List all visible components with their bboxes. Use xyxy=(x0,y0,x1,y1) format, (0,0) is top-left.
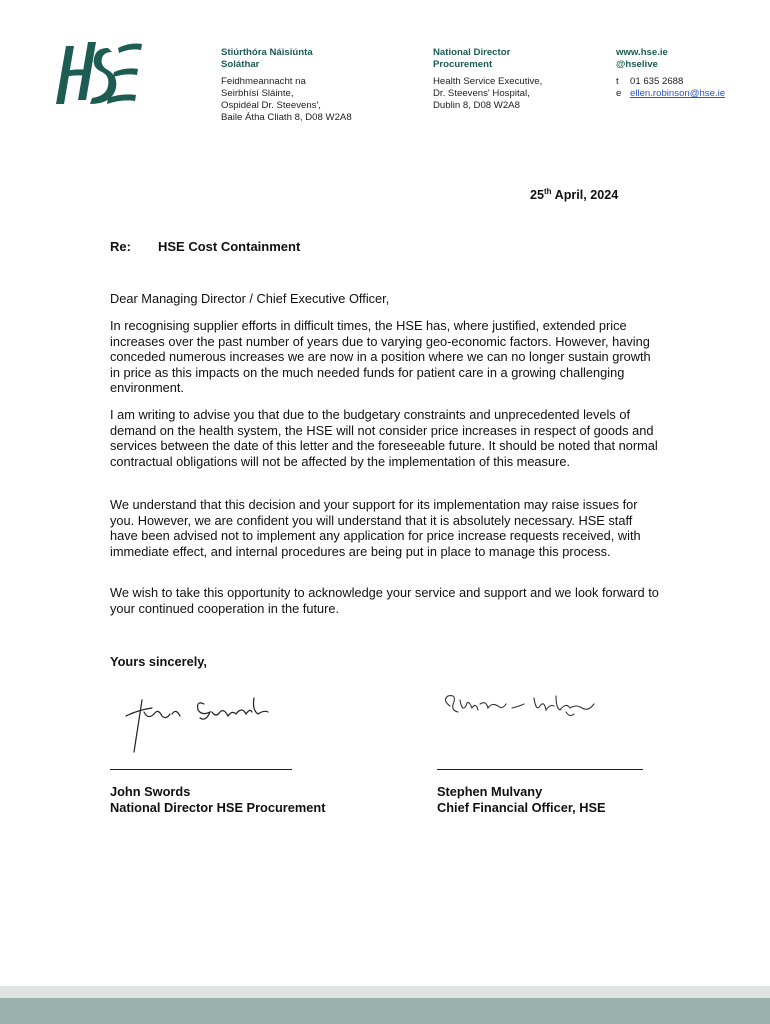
header-irish-block xyxy=(221,47,401,124)
header-english-address: Health Service Executive, Dr. Steevens' Hospital, Dublin 8, D08 W2A8 xyxy=(433,76,543,111)
header-email-row xyxy=(616,88,766,100)
header-irish-title: Stiúrthóra Náisiúnta Soláthar xyxy=(221,47,313,70)
signatory-2 xyxy=(437,784,606,815)
body-paragraph: In recognising supplier efforts in difficult times, the HSE has, where justified, extended price increases over the past number of years due to varying geo-economic factors. However, having conceded numerous increases we are now in a position where we can no longer sustain growth in price as this impacts on the much needed funds for patient care in a growing challenging environment. xyxy=(110,318,651,396)
header-website-link[interactable]: www.hse.ie xyxy=(616,47,668,58)
body-paragraph: We wish to take this opportunity to acknowledge your service and support and we look forward to your continued cooperation in the future. xyxy=(110,585,659,616)
date-suffix: th xyxy=(544,186,552,196)
signature-stephen-mulvany xyxy=(440,690,600,730)
hse-logo xyxy=(52,38,144,108)
subject-text: HSE Cost Containment xyxy=(158,239,301,254)
header-english-block xyxy=(433,47,603,112)
signature-john-swords xyxy=(118,686,278,756)
signatory-title: Chief Financial Officer, HSE xyxy=(437,799,606,815)
header-contact-block xyxy=(616,47,766,100)
phone-label: t xyxy=(616,76,619,87)
body-paragraph: We understand that this decision and your support for its implementation may raise issues for you. However, we are confident you will understand that it is absolutely necessary. HSE staff have been advised not to implement any application for price increase requests received, with immediate effect, and internal procedures are being put in place to manage this process. xyxy=(110,497,641,559)
email-label: e xyxy=(616,88,622,99)
salutation: Dear Managing Director / Chief Executive Officer, xyxy=(110,291,390,306)
signatory-name: John Swords xyxy=(110,784,191,799)
signature-line-1 xyxy=(110,769,292,770)
body-paragraph: I am writing to advise you that due to the budgetary constraints and unprecedented levels of demand on the health system, the HSE will not consider price increases in respect of goods and services between the date of this letter and the foreseeable future. It should be noted that normal contractual obligations will not be affected by the implementation of this measure. xyxy=(110,407,658,469)
closing: Yours sincerely, xyxy=(110,654,207,669)
subject-label: Re: xyxy=(110,239,131,254)
header-social-handle: @hselive xyxy=(616,59,658,70)
subject-line xyxy=(110,239,300,254)
date-day: 25 xyxy=(530,188,545,202)
email-link[interactable]: ellen.robinson@hse.ie xyxy=(630,88,726,99)
header-phone-row xyxy=(616,76,766,88)
signature-line-2 xyxy=(437,769,643,770)
signatory-1 xyxy=(110,784,325,815)
phone-number: 01 635 2688 xyxy=(630,76,684,87)
header-english-title: National Director Procurement xyxy=(433,47,511,70)
footer-band xyxy=(0,998,770,1024)
header-irish-address: Feidhmeannacht na Seirbhísí Sláinte, Ospidéal Dr. Steevens', Baile Átha Cliath 8, D08 W2A8 xyxy=(221,76,352,123)
signatory-title: National Director HSE Procurement xyxy=(110,799,326,815)
date-rest: April, 2024 xyxy=(551,188,619,202)
signatory-name: Stephen Mulvany xyxy=(437,784,543,799)
letter-date xyxy=(530,188,618,202)
footer-band-light xyxy=(0,986,770,998)
